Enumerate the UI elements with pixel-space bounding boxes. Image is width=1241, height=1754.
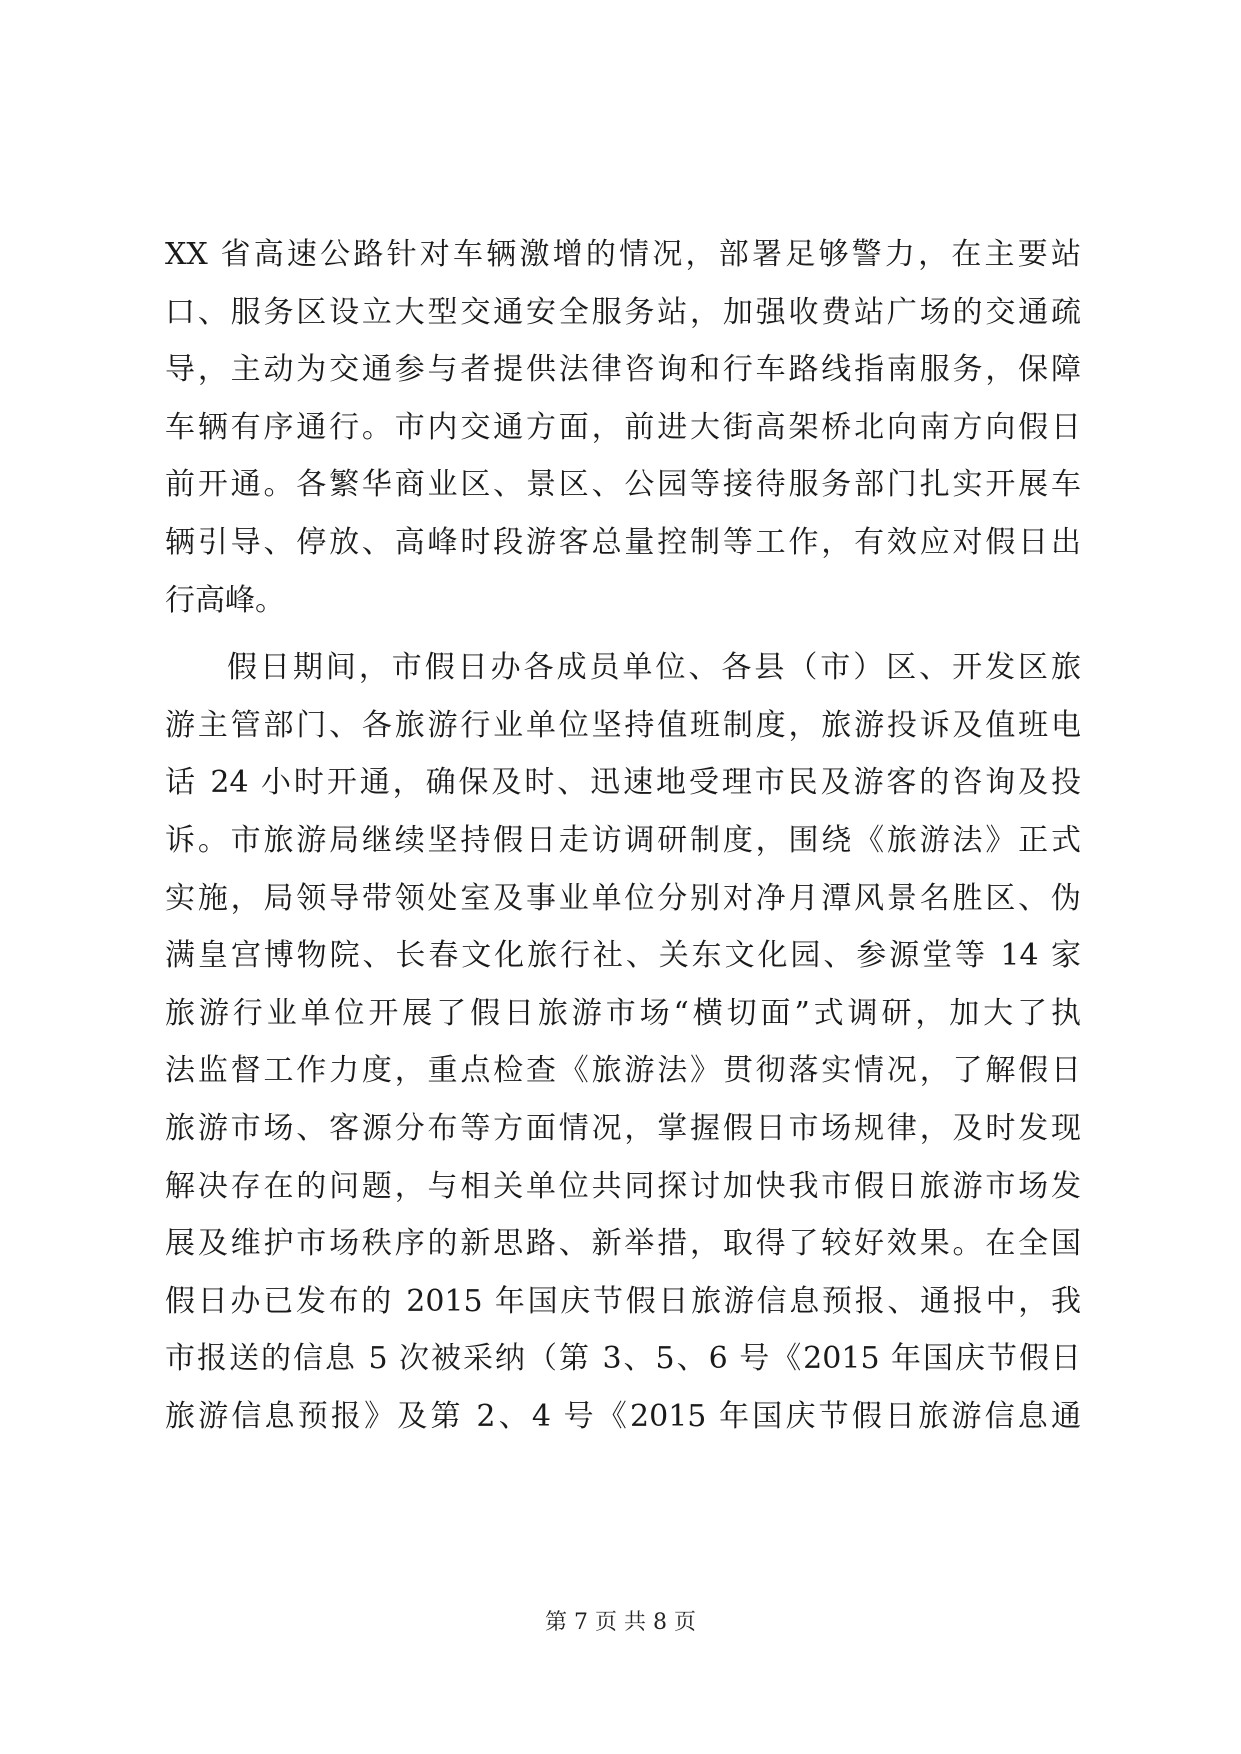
text-line: 法监督工作力度，重点检查《旅游法》贯彻落实情况，了解假日 <box>165 1053 1081 1089</box>
text-line: 前开通。各繁华商业区、景区、公园等接待服务部门扎实开展车 <box>165 467 1081 503</box>
text-line: 假日期间，市假日办各成员单位、各县（市）区、开发区旅 <box>227 650 1081 686</box>
text-line: 旅游信息预报》及第 2、4 号《2015 年国庆节假日旅游信息通 <box>165 1398 1081 1434</box>
text-line: 辆引导、停放、高峰时段游客总量控制等工作，有效应对假日出 <box>165 524 1081 560</box>
text-line: 导，主动为交通参与者提供法律咨询和行车路线指南服务，保障 <box>165 352 1081 388</box>
text-line: 口、服务区设立大型交通安全服务站，加强收费站广场的交通疏 <box>165 294 1081 330</box>
text-line: 旅游市场、客源分布等方面情况，掌握假日市场规律，及时发现 <box>165 1110 1081 1146</box>
page-footer: 第 7 页 共 8 页 <box>545 1610 696 1635</box>
text-line: 满皇宫博物院、长春文化旅行社、关东文化园、参源堂等 14 家 <box>165 938 1081 974</box>
text-line: 诉。市旅游局继续坚持假日走访调研制度，围绕《旅游法》正式 <box>165 822 1081 858</box>
text-line: 展及维护市场秩序的新思路、新举措，取得了较好效果。在全国 <box>165 1226 1081 1262</box>
text-line: XX 省高速公路针对车辆激增的情况，部署足够警力，在主要站 <box>165 237 1081 272</box>
paragraph-1 <box>165 226 1081 629</box>
body-text <box>165 226 1081 1445</box>
text-line: 旅游行业单位开展了假日旅游市场“横切面”式调研，加大了执 <box>165 995 1081 1031</box>
paragraph-gap <box>165 629 1081 639</box>
text-line: 市报送的信息 5 次被采纳（第 3、5、6 号《2015 年国庆节假日 <box>165 1341 1081 1377</box>
text-line: 游主管部门、各旅游行业单位坚持值班制度，旅游投诉及值班电 <box>165 707 1081 743</box>
text-line: 假日办已发布的 2015 年国庆节假日旅游信息预报、通报中，我 <box>165 1283 1081 1319</box>
text-line: 解决存在的问题，与相关单位共同探讨加快我市假日旅游市场发 <box>165 1168 1081 1204</box>
text-line: 行高峰。 <box>165 582 285 618</box>
text-line: 话 24 小时开通，确保及时、迅速地受理市民及游客的咨询及投 <box>165 765 1081 801</box>
text-line: 车辆有序通行。市内交通方面，前进大街高架桥北向南方向假日 <box>165 409 1081 445</box>
text-line: 实施，局领导带领处室及事业单位分别对净月潭风景名胜区、伪 <box>165 880 1081 916</box>
paragraph-2 <box>165 639 1081 1445</box>
